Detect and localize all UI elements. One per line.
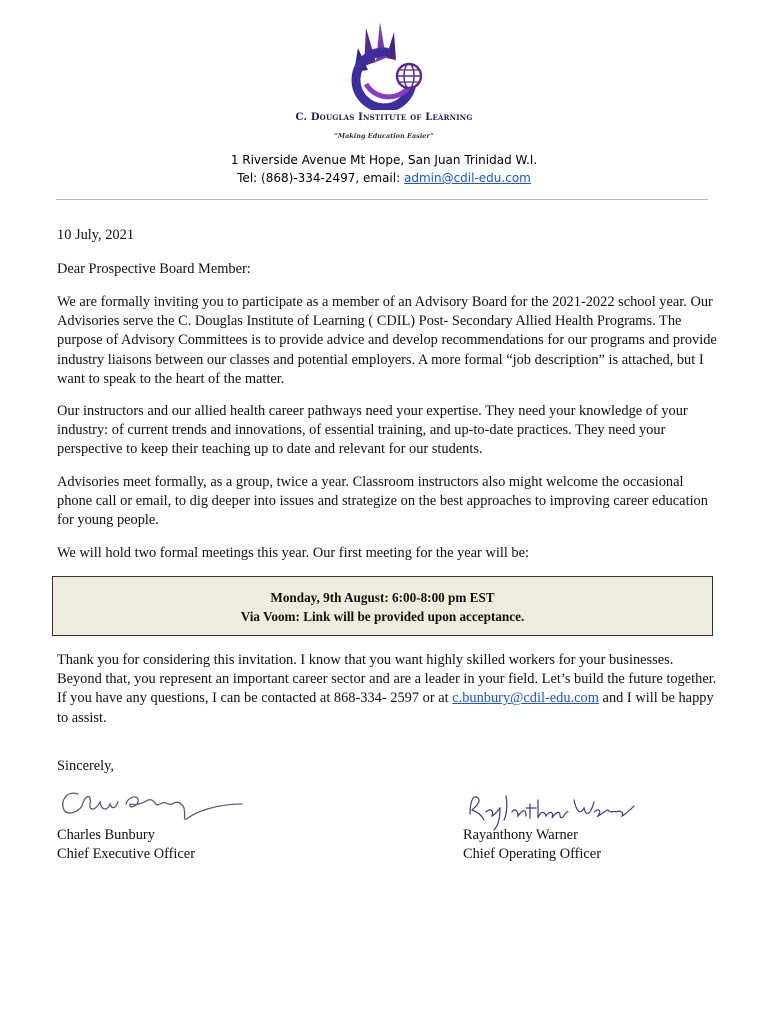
ceo-signature-block [57,826,195,864]
coo-signature-block [463,826,601,864]
letter-paragraph-1: We are formally inviting you to participate as a member of an Advisory Board for the 2021-2022 school year. Our Advisories serve the C. Douglas Institute of Learning ( CDIL) Post- Secondary Allied Health Programs. The purpose of Advisory Committees is to provide advice and develop recommendations for our programs and provide industry liaisons between our classes and potential employers. A more formal “job description” is attached, but I want to speak to the heart of the matter. [57,294,717,387]
letter-paragraph-5 [57,651,717,728]
contact-phone: Tel: (868)-334-2497, email: [237,171,401,185]
ceo-email-link[interactable]: c.bunbury@cdil-edu.com [452,690,599,707]
letter-date: 10 July, 2021 [57,227,135,243]
meeting-details-box [52,576,713,636]
contact-email-link[interactable]: admin@cdil-edu.com [403,171,531,185]
institute-logo [346,18,436,110]
letter-salutation: Dear Prospective Board Member: [57,261,251,277]
letter-paragraph-2: Our instructors and our allied health career pathways need your expertise. They need your knowledge of your industry: of current trends and innovations, of essential training, and up-to-date practices. They need your perspective to keep their teaching up to date and relevant for our students. [57,403,688,458]
institute-address: 1 Riverside Avenue Mt Hope, San Juan Trinidad W.I. [230,153,538,167]
meeting-platform: Via Voom: Link will be provided upon acceptance. [240,609,525,624]
ceo-signature [56,782,246,828]
coo-title: Chief Operating Officer [463,846,601,863]
header-divider [56,199,708,200]
meeting-date-time: Monday, 9th August: 6:00-8:00 pm EST [270,590,495,605]
letter-paragraph-4: We will hold two formal meetings this year. Our first meeting for the year will be: [57,545,530,561]
ceo-title: Chief Executive Officer [57,846,195,863]
institute-contact [0,171,768,185]
paragraph-5-text-end: and I will be happy to assist. [57,690,714,726]
paragraph-5-text-start: Thank you for considering this invitation. I know that you want highly skilled workers for your businesses. Beyond that, you represent an important career sector and are a leader in your field. Let’s build the future together. If you have any questions, I can be contacted at 868-334- 2597 or at [57,652,717,707]
letter-closing: Sincerely, [57,758,115,774]
ceo-name: Charles Bunbury [57,827,155,843]
letter-paragraph-3: Advisories meet formally, as a group, twice a year. Classroom instructors also might welcome the occasional phone call or email, to dig deeper into issues and strategize on the best approaches to improving career education for young people. [57,474,708,529]
institute-name: C. Douglas Institute of Learning [295,112,473,123]
coo-name: Rayanthony Warner [463,827,578,843]
institute-tagline: “Making Education Easier” [334,132,434,140]
